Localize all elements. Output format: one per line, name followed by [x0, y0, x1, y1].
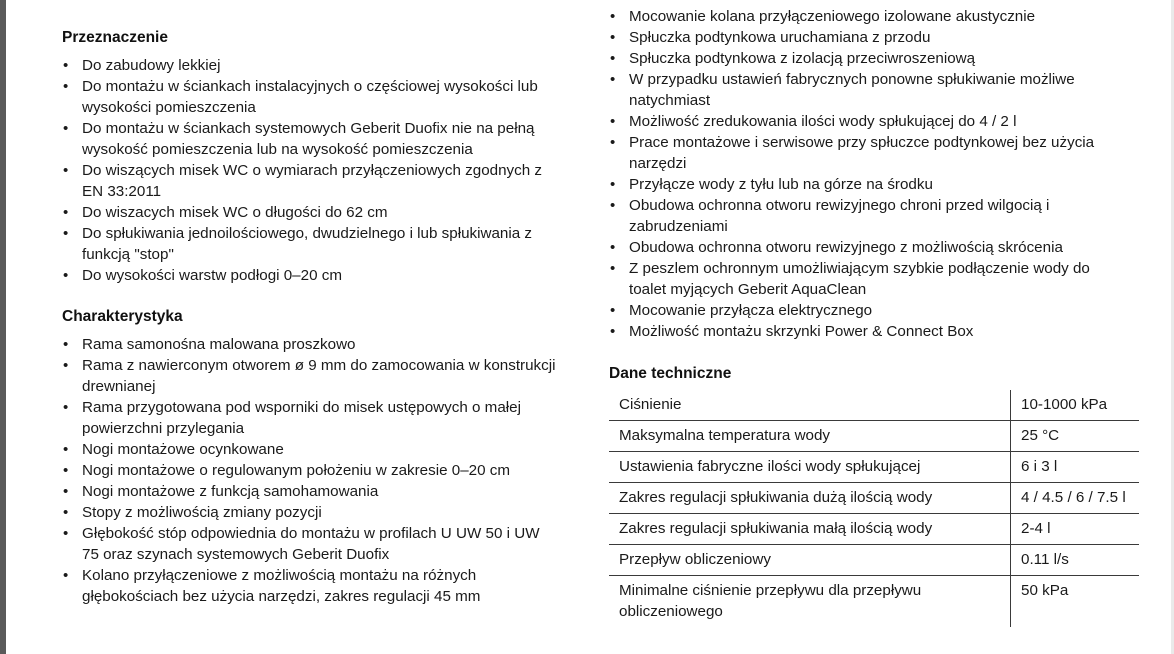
line: Spłuczka podtynkowa uruchamiana z przodu: [629, 29, 931, 46]
line: Głębokość stóp odpowiednia do montażu w profilach U UW 50 i UW: [82, 525, 540, 542]
list-item: [609, 69, 1144, 111]
list-item: [609, 321, 1144, 342]
line: Do montażu w ściankach instalacyjnych o częściowej wysokości lub: [82, 78, 538, 95]
list-item: [609, 27, 1144, 48]
line: Przyłącze wody z tyłu lub na górze na środku: [629, 176, 933, 193]
table-cell-value: 2-4 l: [1011, 514, 1140, 545]
list-item: [609, 6, 1144, 27]
list-item: [609, 174, 1144, 195]
characteristics-list-left: [62, 334, 592, 607]
characteristics-list-right: [609, 6, 1144, 342]
table-cell-value: 25 °C: [1011, 421, 1140, 452]
list-item: [62, 397, 592, 439]
line: Spłuczka podtynkowa z izolacją przeciwroszeniową: [629, 50, 976, 67]
line: Obudowa ochronna otworu rewizyjnego z możliwością skrócenia: [629, 239, 1063, 256]
list-item: [609, 48, 1144, 69]
table-row: [609, 421, 1139, 452]
list-item: [62, 523, 592, 565]
list-item: [62, 55, 592, 76]
line: Ciśnienie: [619, 396, 682, 413]
line: Zakres regulacji spłukiwania małą ilością wody: [619, 520, 933, 537]
list-item: [609, 132, 1144, 174]
line: Nogi montażowe ocynkowane: [82, 441, 284, 458]
line: Rama przygotowana pod wsporniki do misek ustępowych o małej: [82, 399, 521, 416]
line: wysokości pomieszczenia: [82, 99, 256, 116]
line: obliczeniowego: [619, 603, 723, 620]
table-cell-label: [609, 452, 1011, 483]
line: natychmiast: [629, 92, 711, 109]
list-item: [62, 502, 592, 523]
line: Ustawienia fabryczne ilości wody spłukującej: [619, 458, 921, 475]
section-heading-characteristics: Charakterystyka: [62, 308, 183, 325]
list-item: [62, 334, 592, 355]
list-item: [609, 300, 1144, 321]
line: Do montażu w ściankach systemowych Geberit Duofix nie na pełną: [82, 120, 535, 137]
table-cell-value: 6 i 3 l: [1011, 452, 1140, 483]
line: Zakres regulacji spłukiwania dużą ilością wody: [619, 489, 933, 506]
table-cell-label: [609, 545, 1011, 576]
line: Możliwość zredukowania ilości wody spłukującej do 4 / 2 l: [629, 113, 1017, 130]
line: wysokość pomieszczenia lub na wysokość pomieszczenia: [82, 141, 473, 158]
line: głębokościach bez użycia narzędzi, zakres regulacji 45 mm: [82, 588, 481, 605]
line: Przepływ obliczeniowy: [619, 551, 771, 568]
line: Do spłukiwania jednoilościowego, dwudzielnego i lub spłukiwania z: [82, 225, 532, 242]
table-cell-value: 50 kPa: [1011, 576, 1140, 628]
line: Do zabudowy lekkiej: [82, 57, 221, 74]
list-item: [609, 195, 1144, 237]
list-item: [62, 265, 592, 286]
table-cell-label: [609, 514, 1011, 545]
table-row: [609, 390, 1139, 421]
list-item: [62, 481, 592, 502]
line: Rama z nawierconym otworem ø 9 mm do zamocowania w konstrukcji: [82, 357, 556, 374]
table-cell-value: 10-1000 kPa: [1011, 390, 1140, 421]
section-heading-technical-data: Dane techniczne: [609, 365, 732, 382]
list-item: [62, 355, 592, 397]
table-row: [609, 452, 1139, 483]
line: Z peszlem ochronnym umożliwiającym szybkie podłączenie wody do: [629, 260, 1090, 277]
line: Stopy z możliwością zmiany pozycji: [82, 504, 322, 521]
list-item: [62, 76, 592, 118]
line: Prace montażowe i serwisowe przy spłuczce podtynkowej bez użycia: [629, 134, 1095, 151]
list-item: [62, 565, 592, 607]
line: Do wysokości warstw podłogi 0–20 cm: [82, 267, 342, 284]
line: EN 33:2011: [82, 183, 162, 200]
line: 75 oraz szynach systemowych Geberit Duofix: [82, 546, 390, 563]
table-cell-label: [609, 421, 1011, 452]
line: funkcją "stop": [82, 246, 174, 263]
table-row: [609, 576, 1139, 628]
technical-data-table: [609, 390, 1139, 627]
list-item: [62, 223, 592, 265]
table-cell-label: [609, 576, 1011, 628]
line: narzędzi: [629, 155, 687, 172]
line: Minimalne ciśnienie przepływu dla przepływu: [619, 582, 922, 599]
line: Do wiszących misek WC o wymiarach przyłączeniowych zgodnych z: [82, 162, 542, 179]
list-item: [62, 460, 592, 481]
table-row: [609, 514, 1139, 545]
table-cell-value: 0.11 l/s: [1011, 545, 1140, 576]
table-cell-value: 4 / 4.5 / 6 / 7.5 l: [1011, 483, 1140, 514]
line: drewnianej: [82, 378, 156, 395]
line: Do wiszacych misek WC o długości do 62 cm: [82, 204, 388, 221]
list-item: [609, 111, 1144, 132]
list-item: [609, 237, 1144, 258]
table-cell-label: [609, 390, 1011, 421]
line: Obudowa ochronna otworu rewizyjnego chroni przed wilgocią i: [629, 197, 1050, 214]
line: Kolano przyłączeniowe z możliwością montażu na różnych: [82, 567, 477, 584]
list-item: [609, 258, 1144, 300]
table-cell-label: [609, 483, 1011, 514]
table-row: [609, 545, 1139, 576]
line: toalet myjących Geberit AquaClean: [629, 281, 867, 298]
list-item: [62, 160, 592, 202]
section-heading-purpose: Przeznaczenie: [62, 29, 168, 46]
line: Nogi montażowe o regulowanym położeniu w zakresie 0–20 cm: [82, 462, 511, 479]
line: powierzchni przylegania: [82, 420, 245, 437]
list-item: [62, 439, 592, 460]
line: W przypadku ustawień fabrycznych ponowne spłukiwanie możliwe: [629, 71, 1075, 88]
line: Nogi montażowe z funkcją samohamowania: [82, 483, 379, 500]
purpose-list: [62, 55, 592, 286]
line: Maksymalna temperatura wody: [619, 427, 831, 444]
line: Mocowanie kolana przyłączeniowego izolowane akustycznie: [629, 8, 1036, 25]
window-left-edge: [0, 0, 6, 654]
list-item: [62, 202, 592, 223]
table-row: [609, 483, 1139, 514]
line: Możliwość montażu skrzynki Power & Connect Box: [629, 323, 974, 340]
list-item: [62, 118, 592, 160]
line: Rama samonośna malowana proszkowo: [82, 336, 356, 353]
line: Mocowanie przyłącza elektrycznego: [629, 302, 873, 319]
line: zabrudzeniami: [629, 218, 728, 235]
